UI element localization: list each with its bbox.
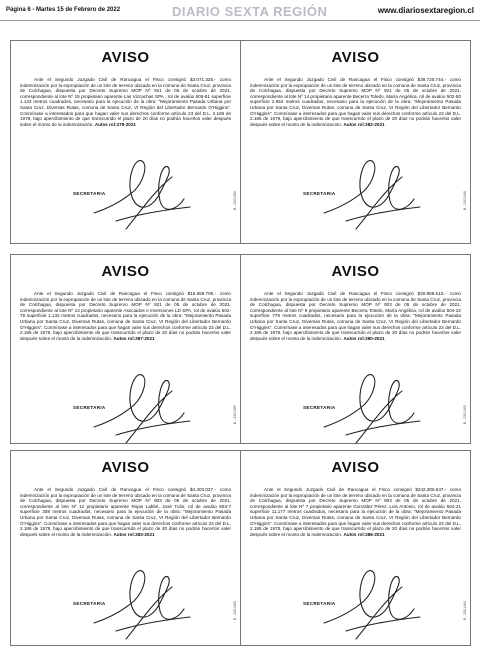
signature-image	[86, 151, 196, 241]
notice-code: B - 2201469	[233, 405, 237, 425]
notice-code: B - 2201468	[463, 191, 467, 211]
notice-text: Ante el Segundo Juzgado Civil de Rancagua el Fisco consignó $242.306.647.- como indemnización por la expropiación de un lote de terreno ubicado en la comuna de Santa Cruz, provincia de Colchagua, dispuesta por Decreto Supremo MOP Nº 903 de 05 de octubre de 2021, correspondiente al lote Nº 7 propietario aparente González Pérez, Luis Antonio, rol de avalúo 504-21 superficie 11.177 metros cuadrados, necesario para la ejecución de la obra: "Mejoramiento Pasada Urbana por Santa Cruz, Diversas Rutas, comuna de Santa Cruz, VI Región del Libertador Bernardo O'Higgins". Conmínase a interesados para que hagan valer sus derechos conforme artículo 23 del D.L. 2.186 de 1978, bajo apercibimiento de que transcurrido el plazo de 20 días no podrán hacerlos valer después sobre el monto de la indemnización.	[250, 487, 461, 537]
notice-title: AVISO	[331, 263, 380, 280]
notice-title: AVISO	[101, 49, 150, 66]
case-number: Autos rol:386-2021	[343, 531, 385, 537]
notice-code: B - 2201465	[233, 601, 237, 621]
secretaria-label: SECRETARIA	[303, 405, 336, 410]
notice-body	[20, 487, 231, 537]
notice-body	[20, 291, 231, 341]
notice-code: B - 2201464	[463, 601, 467, 621]
notice-body	[250, 77, 461, 127]
masthead: DIARIO SEXTA REGIÓN	[172, 4, 328, 19]
case-number: Autos rol:380-2021	[343, 335, 385, 341]
notice-text: Ante el Segundo Juzgado Civil de Rancagua el Fisco consignó $3.071.325.- como indemnización por la expropiación de un lote de terreno ubicado en la comuna de Santa Cruz, provincia de Colchagua, dispuesta por Decreto Supremo MOP Nº 921 de 05 de octubre de 2021, correspondiente al lote Nº 15 propietario aparente Las Vizcachas SPA , rol de avalúo 505-81 superficie 1.132 metros cuadrados, necesario para la ejecución de la obra: "Mejoramiento Pasada Urbana por Santa Cruz, Diversas Rutas, comuna de Santa Cruz, VI Región del Libertador Bernardo O'Higgins". Conmínase a interesados para que hagan valer sus derechos conforme artículo 23 del D.L. 2.186 de 1978, bajo apercibimiento de que transcurrido el plazo de 20 días no podrán hacerlos valer después sobre el monto de la indemnización.	[20, 77, 231, 127]
notice-title: AVISO	[101, 459, 150, 476]
secretaria-label: SECRETARIA	[303, 191, 336, 196]
notice-text: Ante el Segundo Juzgado Civil de Rancagua el Fisco consignó $39.720.744.- como indemnización por la expropiación de un lote de terreno ubicado en la comuna de Santa Cruz, provincia de Colchagua, dispuesta por Decreto Supremo MOP Nº 921 de 05 de octubre de 2021, correspondiente al lote Nº 14 propietario aparente Becerra Toledo, María Angélica, rol de avalúo 502-50 superficie 2.952 metros cuadrados, necesario para la ejecución de la obra: "Mejoramiento Pasada Urbana por Santa Cruz, Diversas Rutas, comuna de Santa Cruz, VI Región del Libertador Bernardo O'Higgins". Conmínase a interesados para que hagan valer sus derechos conforme artículo 23 del D.L. 2.186 de 1978, bajo apercibimiento de que transcurrido el plazo de 20 días no podrán hacerlos valer después sobre el monto de la indemnización.	[250, 77, 461, 127]
legal-notice	[10, 40, 241, 244]
secretaria-label: SECRETARIA	[73, 405, 106, 410]
notice-code: B - 2201463	[463, 405, 467, 425]
signature-image	[316, 151, 426, 241]
notice-body	[20, 77, 231, 127]
legal-notice	[240, 254, 471, 444]
secretaria-label: SECRETARIA	[73, 601, 106, 606]
case-number: Autos rol:382-2021	[343, 121, 385, 127]
header-rule	[0, 20, 480, 21]
website-link[interactable]: www.diariosextaregion.cl	[377, 6, 474, 15]
notice-title: AVISO	[331, 459, 380, 476]
legal-notice	[10, 450, 241, 646]
case-number: Autos rol:387-2021	[113, 335, 155, 341]
notice-code: B - 2201480	[233, 191, 237, 211]
case-number: Autos rol:378-2021	[94, 121, 136, 127]
legal-notice	[240, 450, 471, 646]
notice-text: Ante el Segundo Juzgado Civil de Rancagua el Fisco consignó $4.403.037.- como indemnización por la expropiación de un lote de terreno ubicado en la comuna de Santa Cruz, provincia de Colchagua, dispuesta por Decreto Supremo MOP Nº 903 de 05 de octubre de 2021, correspondiente al lote Nº 12 propietario aparente Rojas Labbé, José Tulio, rol de avalúo 503-7 superficie 308 metros cuadrados, necesario para la ejecución de la obra: "Mejoramiento Pasada Urbana por Santa Cruz, Diversas Rutas, comuna de Santa Cruz, VI Región del Libertador Bernardo O'Higgins". Conmínase a interesados para que hagan valer sus derechos conforme artículo 23 del D.L. 2.186 de 1978, bajo apercibimiento de que transcurrido el plazo de 20 días no podrán hacerlos valer después sobre el monto de la indemnización.	[20, 487, 231, 537]
notice-text: Ante el Segundo Juzgado Civil de Rancagua el Fisco consignó $20.888.613.- como indemnización por la expropiación de un lote de terreno ubicado en la comuna de Santa Cruz, provincia de Colchagua, dispuesta por Decreto Supremo MOP Nº 903 de 05 de octubre de 2021, correspondiente al lote Nº 9 propietario aparente Becerra Toledo, María Angélica, rol de avalúo 504-22 superficie 778 metros cuadrados, necesario para la ejecución de la obra: "Mejoramiento Pasada Urbana por Santa Cruz, Diversas Rutas, comuna de Santa Cruz, VI Región del Libertador Bernardo O'Higgins". Conmínase a interesados para que hagan valer sus derechos conforme artículo 23 del D.L. 2.186 de 1978, bajo apercibimiento de que transcurrido el plazo de 20 días no podrán hacerlos valer después sobre el monto de la indemnización.	[250, 291, 461, 341]
notice-text: Ante el Segundo Juzgado Civil de Rancagua el Fisco consignó $15.659.706.- como indemnización por la expropiación de un lote de terreno ubicado en la comuna de Santa Cruz, provincia de Colchagua, dispuesta por Decreto Supremo MOP Nº 921 de 05 de octubre de 2021, correspondiente al lote Nº 13 propietario aparente Asociados e Inversiones LD SPA, rol de avalúo 502-79 superficie 1.132 metros cuadrados, necesario para la ejecución de la obra: "Mejoramiento Pasada Urbana por Santa Cruz, Diversas Rutas, comuna de Santa Cruz, VI Región del Libertador Bernardo O'Higgins". Conmínase a interesados para que hagan valer sus derechos conforme artículo 23 del D.L. 2.186 de 1978, bajo apercibimiento de que transcurrido el plazo de 20 días no podrán hacerlos valer después sobre el monto de la indemnización.	[20, 291, 231, 341]
legal-notice	[240, 40, 471, 244]
legal-notice	[10, 254, 241, 444]
notice-body	[250, 291, 461, 341]
notice-title: AVISO	[331, 49, 380, 66]
secretaria-label: SECRETARIA	[73, 191, 106, 196]
page-info: Página 6 - Martes 15 de Febrero de 2022	[6, 7, 121, 13]
notice-body	[250, 487, 461, 537]
case-number: Autos rol:383-2021	[113, 531, 155, 537]
page-header	[0, 0, 480, 22]
secretaria-label: SECRETARIA	[303, 601, 336, 606]
notice-title: AVISO	[101, 263, 150, 280]
